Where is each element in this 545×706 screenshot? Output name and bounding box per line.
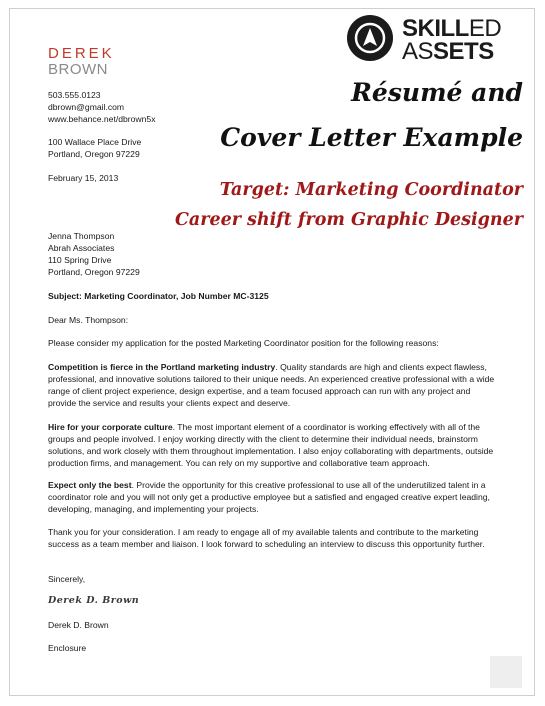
sender-last-name: BROWN [48, 61, 108, 78]
letter-closing-paragraph: Thank you for your consideration. I am ready to engage all of my available talents and contribute to the marketing success as a team member and liaison. I look forward to scheduling an interview to discuss this opportunity further. [48, 527, 485, 549]
letter-date: February 15, 2013 [48, 173, 119, 183]
target-heading-line2: Career shift from Graphic Designer [174, 210, 523, 230]
paragraph-2-lead: Hire for your corporate culture [48, 422, 173, 432]
paragraph-3-body: . Provide the opportunity for this creative professional to use all of the underutilized talent in a coordinator role and you will not only get a productive employee but a satisfied and engaged creative expert leading, developing, managing, and implementing your projects. [48, 480, 490, 514]
logo-ed-text: ED [468, 15, 502, 42]
letter-paragraph-1 [48, 361, 498, 409]
logo-skill-text: SKILL [402, 15, 469, 42]
enclosure-note: Enclosure [48, 643, 87, 653]
logo-as-text: AS [402, 38, 434, 65]
paragraph-3-lead: Expect only the best [48, 480, 132, 490]
sender-address-line1: 100 Wallace Place Drive [48, 137, 142, 147]
paragraph-1-lead: Competition is fierce in the Portland marketing industry [48, 362, 276, 372]
letter-intro: Please consider my application for the posted Marketing Coordinator position for the following reasons: [48, 338, 439, 348]
paragraph-1-body: . Quality standards are high and clients expect flawless, professional, and innovative solutions tailored to their unique needs. An experienced creative professional with a wide range of client project experience, design expertise, and a team focused approach can run with any project and provide the service and results your clients expect and deserve. [48, 362, 495, 408]
sender-website[interactable]: www.behance.net/dbrown5x [48, 114, 156, 124]
page-corner-box [490, 656, 522, 688]
sender-phone: 503.555.0123 [48, 90, 101, 100]
logo-sets-text: SETS [433, 38, 494, 65]
sender-first-name: DEREK [48, 45, 115, 62]
brand-logo-mark [347, 15, 393, 61]
recipient-street: 110 Spring Drive [48, 255, 112, 265]
contact-block [48, 89, 156, 125]
paragraph-2-body: . The most important element of a coordinator is working effectively with all of the groups and people involved. I enjoy working directly with the client to determine their individual needs, brainstorm solutions, and work closely with them throughout implementation. I also enjoy collaborating with departments, outside production firms, and management. You can rely on my supportive and collaborative team approach. [48, 422, 494, 468]
recipient-company: Abrah Associates [48, 243, 115, 253]
letter-paragraph-2 [48, 421, 498, 469]
sender-email[interactable]: dbrown@gmail.com [48, 102, 125, 112]
resume-heading-line1: Résumé and [351, 78, 523, 107]
letter-subject: Subject: Marketing Coordinator, Job Number MC-3125 [48, 291, 269, 301]
letter-paragraph-3 [48, 479, 498, 515]
brand-logo-word2 [402, 40, 494, 64]
letter-sign-off: Sincerely, [48, 574, 86, 584]
printed-name: Derek D. Brown [48, 620, 109, 630]
navigation-arrow-icon [347, 15, 393, 61]
resume-heading-line2: Cover Letter Example [220, 123, 523, 152]
sender-address [48, 136, 141, 160]
recipient-address [48, 230, 140, 278]
recipient-name: Jenna Thompson [48, 231, 115, 241]
handwritten-signature: Derek D. Brown [48, 595, 140, 606]
target-heading-line1: Target: Marketing Coordinator [219, 180, 523, 200]
recipient-city: Portland, Oregon 97229 [48, 267, 140, 277]
letter-salutation: Dear Ms. Thompson: [48, 315, 129, 325]
sender-address-line2: Portland, Oregon 97229 [48, 149, 140, 159]
